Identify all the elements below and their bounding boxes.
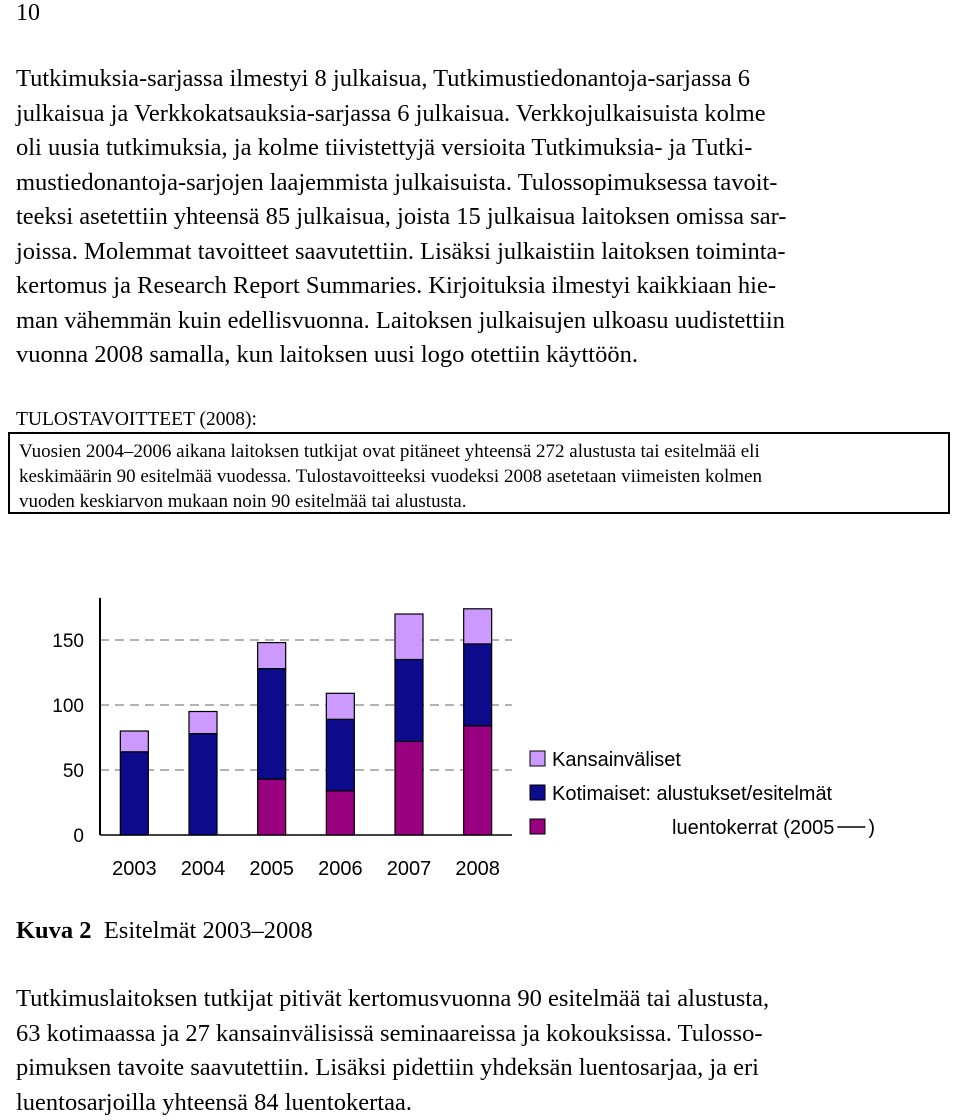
bar-segment (258, 669, 286, 780)
targets-line: keskimäärin 90 esitelmää vuodessa. Tulostavoitteeksi vuodeksi 2008 asetetaan viimeisten kolmen (19, 464, 940, 489)
x-tick-label: 2008 (455, 858, 500, 880)
legend-label-close-paren: ) (868, 817, 875, 839)
paragraph-publications (16, 62, 946, 373)
y-tick-label: 100 (52, 696, 84, 717)
bar-segment (395, 741, 423, 835)
bar-segment (120, 731, 148, 752)
bar-segment (120, 752, 148, 835)
text-line: kertomus ja Research Report Summaries. Kirjoituksia ilmestyi kaikkiaan hie- (16, 269, 946, 304)
figure-caption (16, 916, 313, 946)
legend-item-kotimaiset-swatch (530, 785, 545, 800)
text-line: oli uusia tutkimuksia, ja kolme tiivistettyjä versioita Tutkimuksia- ja Tutki- (16, 131, 946, 166)
bar-segment (395, 660, 423, 742)
legend-label-kotimaiset: Kotimaiset: alustukset/esitelmät (552, 783, 833, 805)
bar-segment (326, 791, 354, 835)
y-tick-label: 0 (73, 826, 84, 847)
text-line: julkaisua ja Verkkokatsauksia-sarjassa 6 julkaisua. Verkkojulkaisuista kolme (16, 97, 946, 132)
text-line: mustiedonantoja-sarjojen laajemmista julkaisuista. Tulossopimuksessa tavoit- (16, 166, 946, 201)
text-line: vuonna 2008 samalla, kun laitoksen uusi logo otettiin käyttöön. (16, 338, 946, 373)
x-tick-label: 2007 (387, 858, 432, 880)
y-tick-label: 150 (52, 631, 84, 652)
bar-segment (464, 644, 492, 726)
text-line: teeksi asetettiin yhteensä 85 julkaisua, joista 15 julkaisua laitoksen omissa sar- (16, 200, 946, 235)
targets-line: Vuosien 2004–2006 aikana laitoksen tutkijat ovat pitäneet yhteensä 272 alustusta tai esitelmää eli (19, 439, 940, 464)
bar-segment (258, 779, 286, 835)
x-tick-label: 2006 (318, 858, 363, 880)
bar-segment (326, 719, 354, 791)
x-tick-label: 2003 (112, 858, 157, 880)
figure-caption-label: Kuva 2 (16, 917, 92, 944)
figure-caption-text: Esitelmät 2003–2008 (104, 917, 313, 944)
legend-item-luentokerrat-swatch (530, 819, 545, 834)
page-number: 10 (16, 0, 40, 26)
legend-label-luentokerrat: luentokerrat (2005 (672, 817, 834, 839)
text-line: joissa. Molemmat tavoitteet saavutettiin. Lisäksi julkaistiin laitoksen toiminta- (16, 235, 946, 270)
targets-line: vuoden keskiarvon mukaan noin 90 esitelmää tai alustusta. (19, 489, 940, 514)
x-tick-label: 2004 (181, 858, 226, 880)
targets-box (8, 432, 950, 514)
paragraph-presentations (16, 982, 946, 1120)
legend-item-kansainvaliset-swatch (530, 751, 545, 766)
text-line: Tutkimuksia-sarjassa ilmestyi 8 julkaisua, Tutkimustiedonantoja-sarjassa 6 (16, 62, 946, 97)
text-line: Tutkimuslaitoksen tutkijat pitivät kertomusvuonna 90 esitelmää tai alustusta, (16, 982, 946, 1017)
bar-segment (464, 726, 492, 835)
y-tick-label: 50 (63, 761, 84, 782)
text-line: pimuksen tavoite saavutettiin. Lisäksi pidettiin yhdeksän luentosarjaa, ja eri (16, 1051, 946, 1086)
bar-segment (189, 712, 217, 734)
text-line: man vähemmän kuin edellisvuonna. Laitoksen julkaisujen ulkoasu uudistettiin (16, 304, 946, 339)
presentations-chart (0, 580, 960, 900)
bar-segment (326, 693, 354, 719)
bar-segment (258, 643, 286, 669)
x-tick-label: 2005 (249, 858, 294, 880)
targets-heading: TULOSTAVOITTEET (2008): (16, 408, 257, 432)
text-line: luentosarjoilla yhteensä 84 luentokertaa. (16, 1086, 946, 1120)
legend-label-kansainvaliset: Kansainväliset (552, 749, 681, 771)
bar-segment (464, 609, 492, 644)
bar-segment (189, 734, 217, 835)
text-line: 63 kotimaassa ja 27 kansainvälisissä seminaareissa ja kokouksissa. Tulosso- (16, 1017, 946, 1052)
bar-segment (395, 614, 423, 660)
